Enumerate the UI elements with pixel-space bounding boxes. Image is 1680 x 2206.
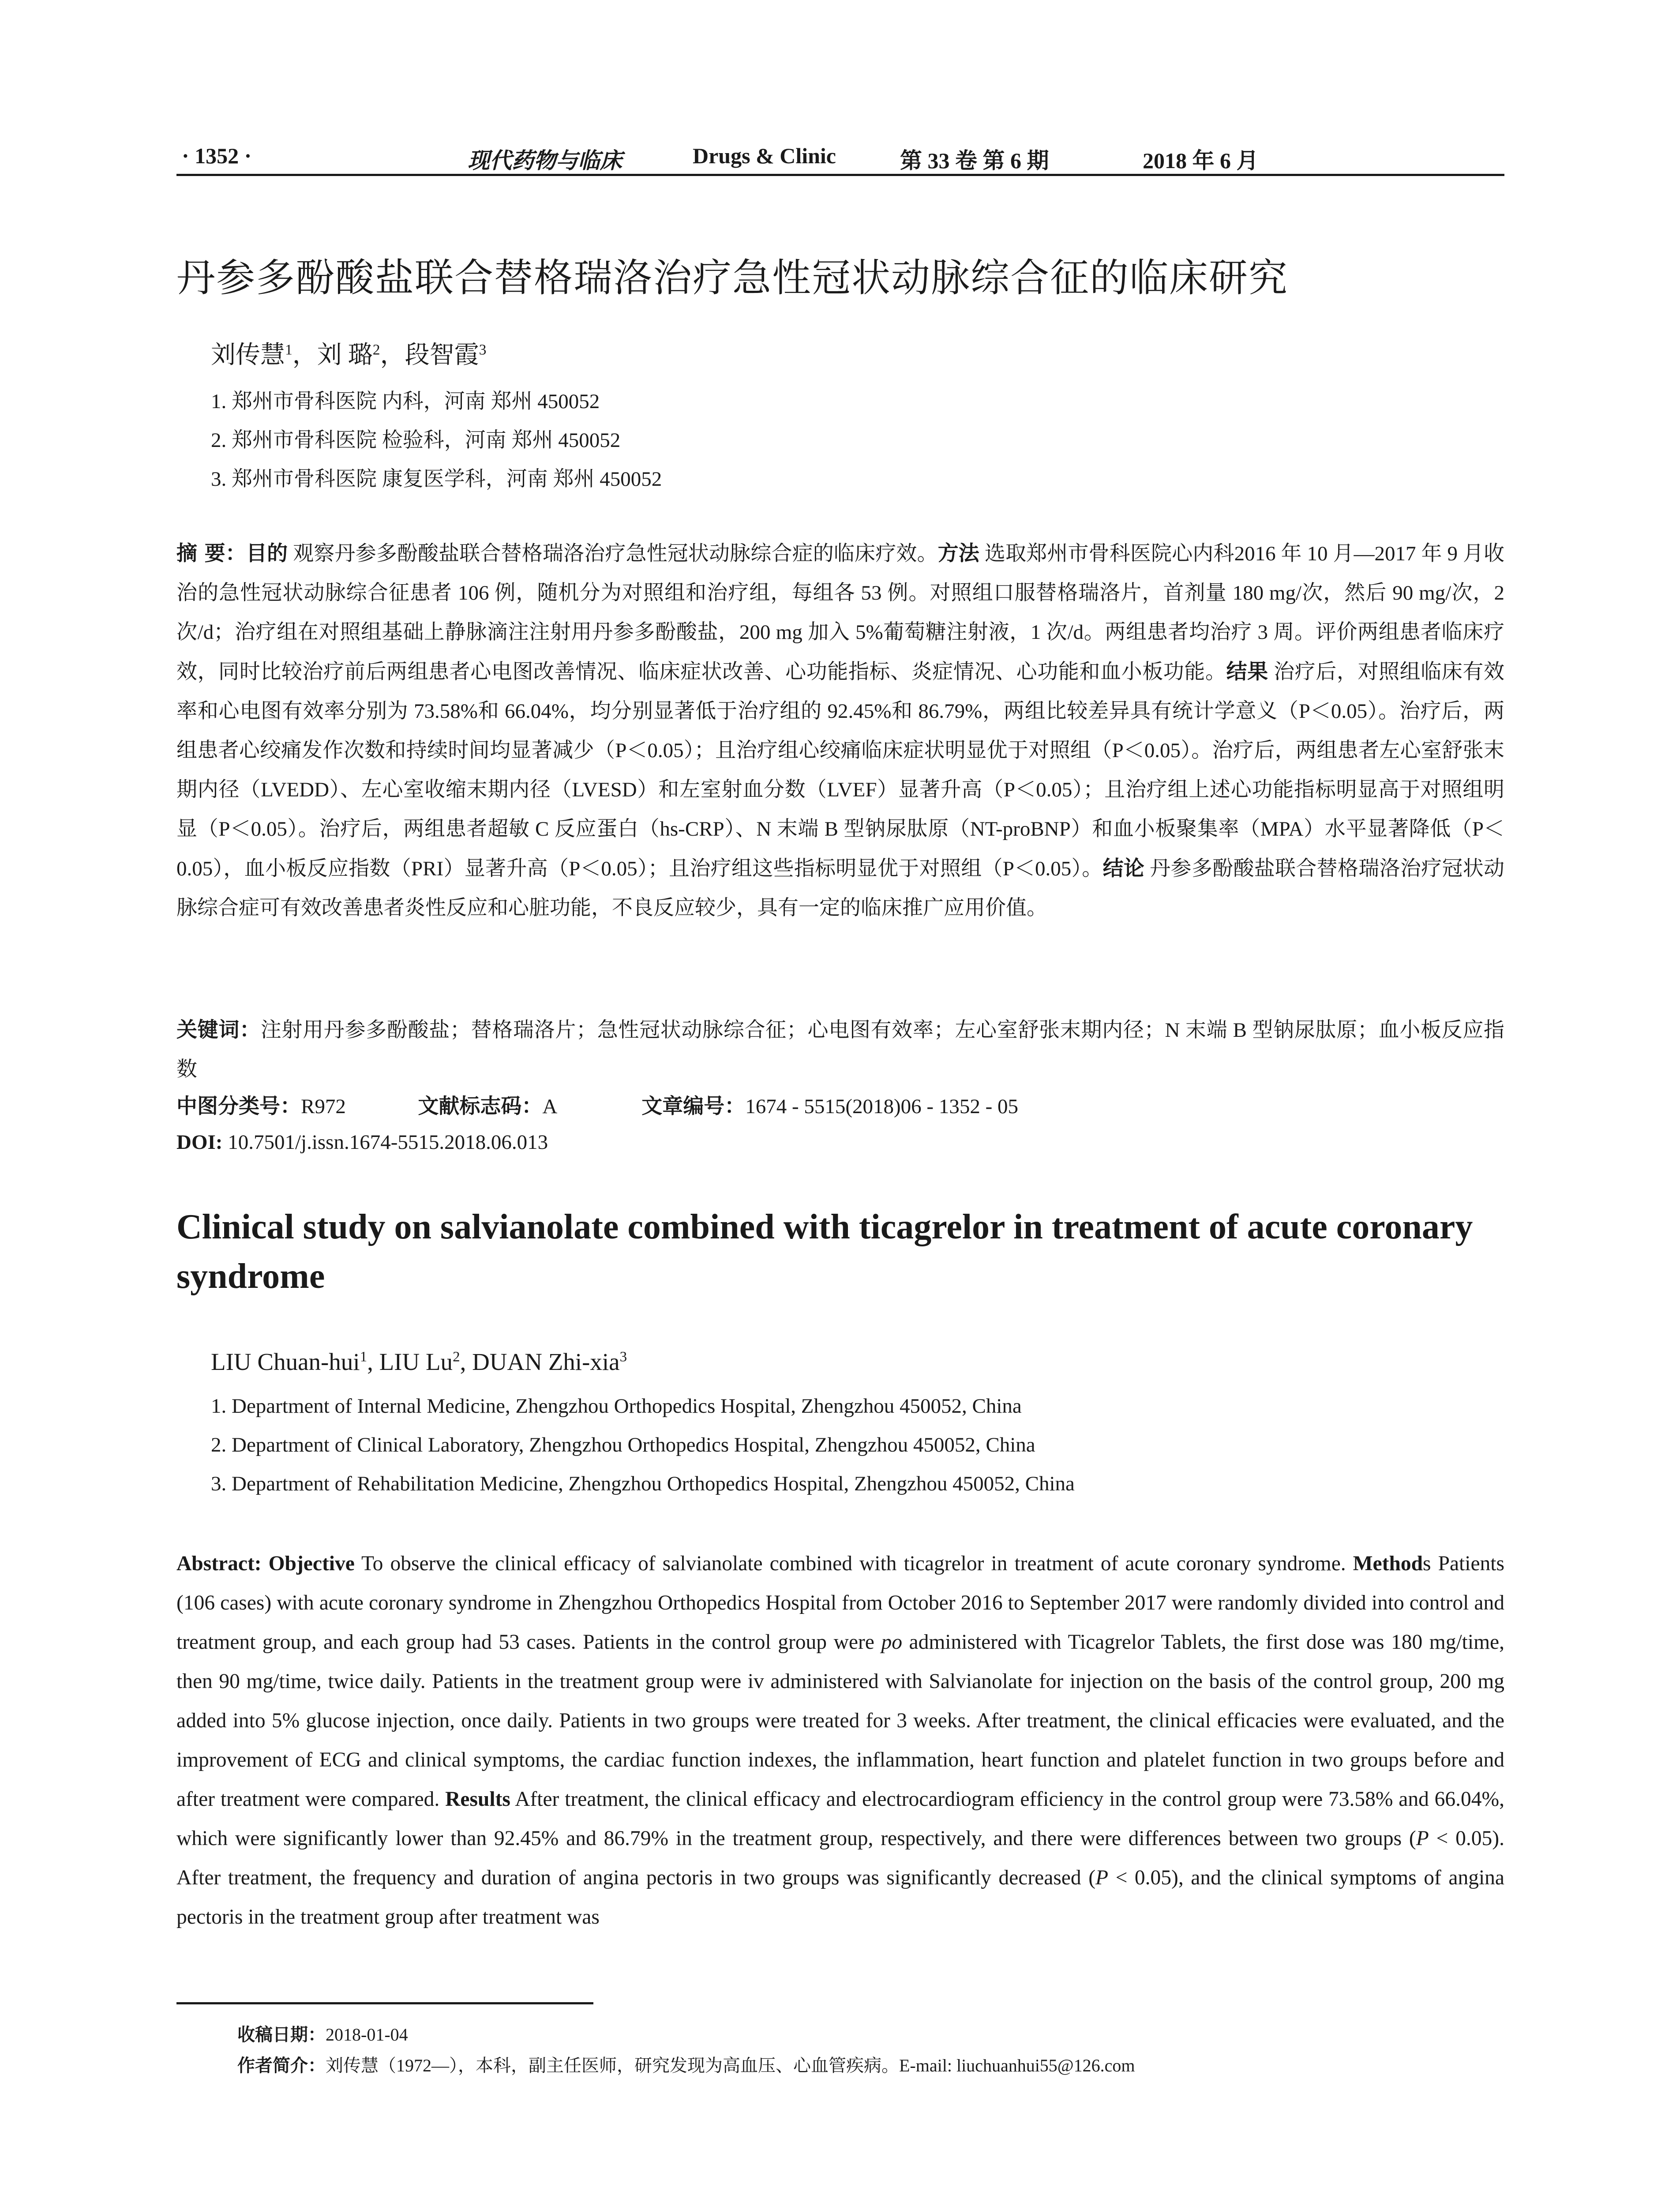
results-text: After treatment, the clinical efficacy and electrocardiogram efficiency in the control group were 73.58% and 66.04%, which were significantly lower than 92.45% and 86.79% in the treatment group, respectively, and there were differences between two groups ( xyxy=(176,1788,1505,1850)
issue-date: 2018 年 6 月 xyxy=(1143,148,1259,173)
author-bio-label: 作者简介： xyxy=(237,2056,326,2076)
article-title-en: Clinical study on salvianolate combined with ticagrelor in treatment of acute coronary syndrome xyxy=(176,1208,1473,1296)
article-number-label: 文章编号： xyxy=(641,1094,746,1118)
po-abbreviation: po xyxy=(881,1631,902,1654)
author-affil-mark: 3 xyxy=(479,341,487,358)
authors-cn xyxy=(211,335,486,371)
results-text: 治疗后，对照组临床有效率和心电图有效率分别为 73.58%和 66.04%，均分别显著低于治疗组的 92.45%和 86.79%，两组比较差异具有统计学意义（P＜0.05）。治疗后，两组患者心绞痛发作次数和持续时间均显著减少（P＜0.05）；且治疗组心绞痛临床症状明显优于对照组（P＜0.05）。治疗后，两组患者左心室舒张末期内径（LVEDD）、左心室收缩末期内径（LVESD）和左室射血分数（LVEF）显著升高（P＜0.05）；且治疗组上述心功能指标明显高于对照组明显（P＜0.05）。治疗后，两组患者超敏 C 反应蛋白（hs-CRP）、N 末端 B 型钠尿肽原（NT-proBNP）和血小板聚集率（MPA）水平显著降低（P＜0.05），血小板反应指数（PRI）显著升高（P＜0.05）；且治疗组这些指标明显优于对照组（P＜0.05）。 xyxy=(176,660,1505,880)
doi-label: DOI: xyxy=(176,1131,223,1154)
keywords-label: 关键词： xyxy=(176,1018,261,1042)
footnote-divider xyxy=(176,2002,593,2004)
doc-code-value: A xyxy=(542,1095,556,1118)
abstract-label: Abstract: xyxy=(176,1552,262,1575)
doi-line xyxy=(176,1130,548,1154)
author-bio-note xyxy=(237,2052,1135,2077)
clc-label: 中图分类号： xyxy=(176,1094,301,1118)
received-value: 2018-01-04 xyxy=(326,2025,408,2045)
authors-en xyxy=(211,1348,627,1376)
author-separator: ， xyxy=(380,341,405,369)
author-name: , DUAN Zhi-xia xyxy=(460,1348,620,1375)
abstract-label: 摘 要： xyxy=(176,541,246,566)
doi-value: 10.7501/j.issn.1674-5515.2018.06.013 xyxy=(222,1131,548,1154)
abstract-en xyxy=(176,1544,1504,1937)
author-affil-mark: 3 xyxy=(619,1349,627,1365)
received-label: 收稿日期： xyxy=(237,2025,326,2045)
doc-code-label: 文献标志码： xyxy=(418,1094,543,1118)
affiliation-cn: 3. 郑州市骨科医院 康复医学科，河南 郑州 450052 xyxy=(211,468,662,491)
conclusion-text: 丹参多酚酸盐联合替格瑞洛治疗冠状动脉综合症可有效改善患者炎性反应和心脏功能，不良反应较少，具有一定的临床推广应用价值。 xyxy=(176,857,1505,919)
objective-text: To observe the clinical efficacy of salvianolate combined with ticagrelor in treatment of acute coronary syndrome. xyxy=(354,1552,1353,1575)
journal-name-en: Drugs & Clinic xyxy=(693,143,836,168)
methods-text: 选取郑州市骨科医院心内科2016 年 10 月—2017 年 9 月收治的急性冠状动脉综合征患者 106 例，随机分为对照组和治疗组，每组各 53 例。对照组口服替格瑞洛片，首剂量 180 mg/次，然后 90 mg/次，2 次/d；治疗组在对照组基础上静脉滴注注射用丹参多酚酸盐，200 mg 加入 5%葡萄糖注射液，1 次/d。两组患者均治疗 3 周。评价两组患者临床疗效，同时比较治疗前后两组患者心电图改善情况、临床症状改善、心功能指标、炎症情况、心功能和血小板功能。 xyxy=(176,542,1505,683)
objective-label: Objective xyxy=(261,1552,355,1575)
p-value-symbol: P xyxy=(1416,1827,1429,1850)
article-number-value: 1674 - 5515(2018)06 - 1352 - 05 xyxy=(745,1095,1018,1118)
methods-label: Method xyxy=(1353,1552,1423,1575)
page-number: · 1352 · xyxy=(182,143,252,168)
author-name: , LIU Lu xyxy=(367,1348,453,1375)
results-label: 结果 xyxy=(1226,660,1268,684)
abstract-cn xyxy=(176,534,1504,928)
affiliation-cn: 2. 郑州市骨科医院 检验科，河南 郑州 450052 xyxy=(211,429,621,452)
classification-line xyxy=(176,1090,1018,1119)
author-name: 段智霞 xyxy=(405,341,479,369)
author-affil-mark: 1 xyxy=(360,1349,368,1365)
received-date-note xyxy=(237,2021,408,2046)
author-affil-mark: 1 xyxy=(285,341,292,358)
methods-label: 方法 xyxy=(938,541,979,566)
author-name: LIU Chuan-hui xyxy=(211,1348,360,1375)
author-name: 刘 璐 xyxy=(317,341,373,369)
conclusion-label: 结论 xyxy=(1102,856,1145,881)
author-affil-mark: 2 xyxy=(372,341,380,358)
objective-text: 观察丹参多酚酸盐联合替格瑞洛治疗急性冠状动脉综合症的临床疗效。 xyxy=(288,542,938,565)
keywords-text: 注射用丹参多酚酸盐；替格瑞洛片；急性冠状动脉综合征；心电图有效率；左心室舒张末期内径；N 末端 B 型钠尿肽原；血小板反应指数 xyxy=(176,1019,1505,1081)
p-value-symbol: P xyxy=(1095,1866,1109,1889)
author-separator: ， xyxy=(292,341,317,369)
affiliation-cn: 1. 郑州市骨科医院 内科，河南 郑州 450052 xyxy=(211,390,600,413)
affiliation-en: 3. Department of Rehabilitation Medicine, Zhengzhou Orthopedics Hospital, Zhengzhou 450052, China xyxy=(211,1472,1075,1495)
results-label: Results xyxy=(445,1788,510,1811)
affiliation-en: 2. Department of Clinical Laboratory, Zhengzhou Orthopedics Hospital, Zhengzhou 450052, China xyxy=(211,1433,1035,1456)
volume-issue: 第 33 卷 第 6 期 xyxy=(900,148,1049,173)
methods-label-suffix: s xyxy=(1423,1552,1431,1575)
author-affil-mark: 2 xyxy=(453,1349,460,1365)
keywords-cn xyxy=(176,1010,1504,1089)
author-bio-text: 刘传慧（1972—），本科，副主任医师，研究发现为高血压、心血管疾病。E-mail: liuchuanhui55@126.com xyxy=(326,2056,1135,2075)
affiliation-en: 1. Department of Internal Medicine, Zhengzhou Orthopedics Hospital, Zhengzhou 450052, China xyxy=(211,1395,1022,1418)
running-header xyxy=(176,140,1504,176)
results-text: < 0.05). After treatment, the frequency and duration of angina pectoris in two groups was significantly decreased ( xyxy=(176,1827,1504,1889)
author-name: 刘传慧 xyxy=(211,341,285,369)
methods-text: administered with Ticagrelor Tablets, the first dose was 180 mg/time, then 90 mg/time, twice daily. Patients in the treatment group were iv administered with Salvianolate for injection on the basis of the control group, 200 mg added into 5% glucose injection, once daily. Patients in two groups were treated for 3 weeks. After treatment, the clinical efficacies were evaluated, and the improvement of ECG and clinical symptoms, the cardiac function indexes, the inflammation, heart function and platelet function in two groups before and after treatment were compared. xyxy=(176,1631,1504,1811)
article-title-cn: 丹参多酚酸盐联合替格瑞洛治疗急性冠状动脉综合征的临床研究 xyxy=(176,255,1289,300)
journal-name-cn: 现代药物与临床 xyxy=(468,148,622,173)
methods-text: Patients (106 cases) with acute coronary syndrome in Zhengzhou Orthopedics Hospital from October 2016 to September 2017 were randomly divided into control and treatment group, and each group had 53 cases. Patients in the control group were xyxy=(176,1552,1504,1654)
results-text: < 0.05), and the clinical symptoms of angina pectoris in the treatment group after treatment was xyxy=(176,1866,1504,1928)
objective-label: 目的 xyxy=(246,541,288,566)
clc-value: R972 xyxy=(301,1095,346,1118)
